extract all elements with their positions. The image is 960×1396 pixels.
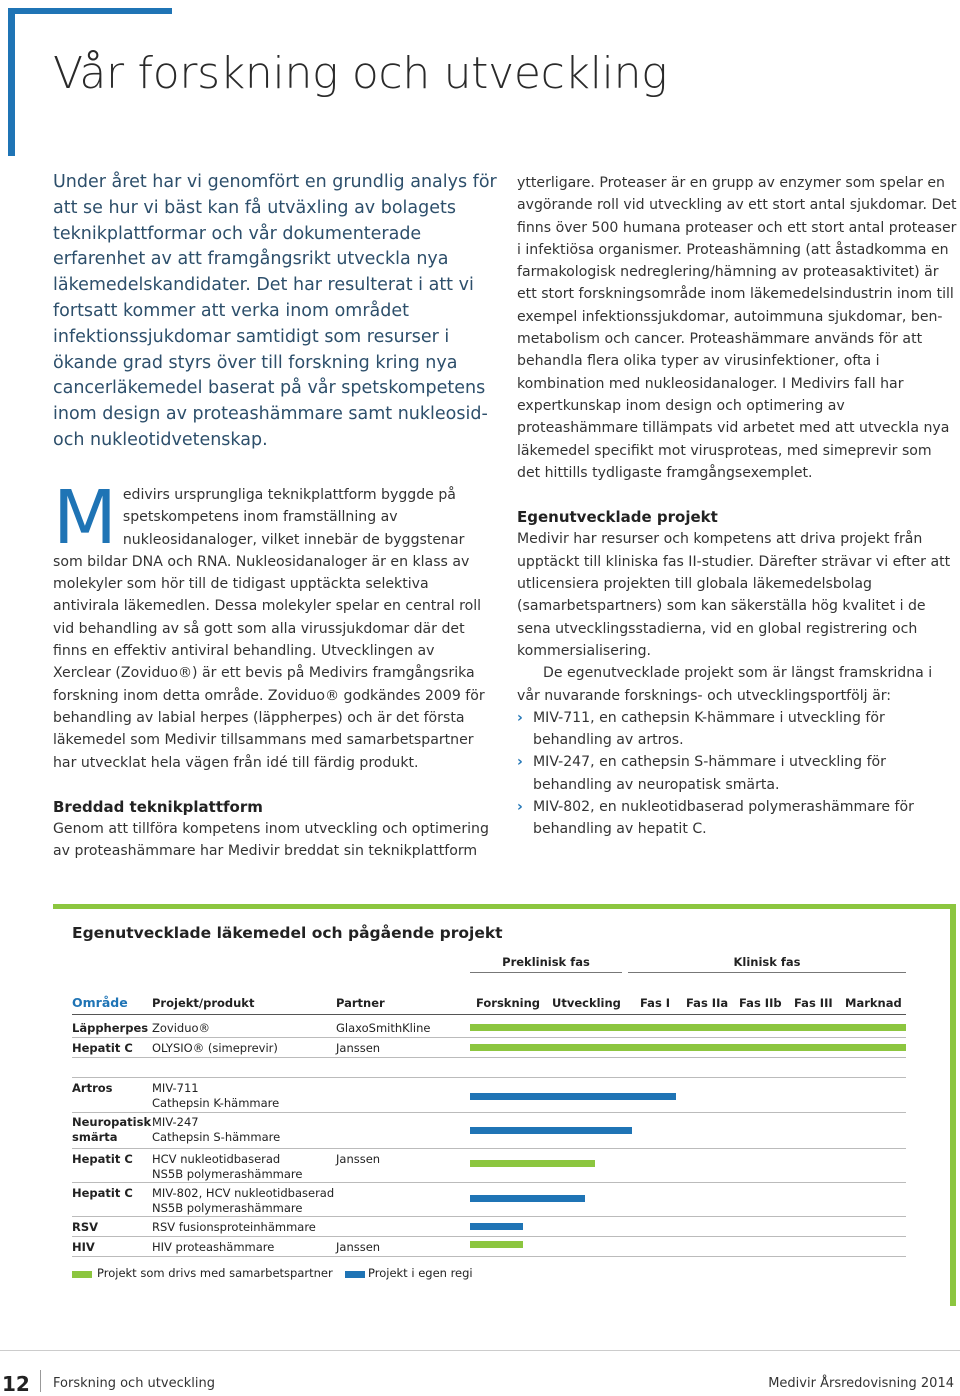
project-bullet-list — [517, 707, 957, 841]
row-project: MIV-711 Cathepsin K-hämmare — [152, 1081, 280, 1110]
row-area: Hepatit C — [72, 1186, 133, 1200]
progress-bar — [470, 1241, 523, 1248]
row-partner: Janssen — [336, 1152, 381, 1166]
right-column — [517, 172, 957, 841]
row-divider — [72, 1236, 906, 1237]
column-header-area: Område — [72, 995, 128, 1010]
column-header-phase-fas-iii: Fas III — [794, 996, 833, 1010]
row-partner: Janssen — [336, 1041, 381, 1055]
column-header-phase-fas-iia: Fas IIa — [686, 996, 729, 1010]
progress-bar — [470, 1024, 906, 1031]
progress-bar — [470, 1127, 632, 1134]
progress-bar — [470, 1160, 595, 1167]
table-frame-top — [53, 904, 956, 909]
row-divider — [72, 1077, 906, 1078]
row-project: MIV-247 Cathepsin S-hämmare — [152, 1115, 281, 1144]
chevron-right-icon: › — [517, 799, 523, 816]
progress-bar — [470, 1044, 906, 1051]
legend-label-own: Projekt i egen regi — [368, 1266, 473, 1280]
row-partner: GlaxoSmithKline — [336, 1021, 431, 1035]
intro-text: edivirs ursprungliga teknikplattform byggde på spetskompetens inom framställning av nukleosidanaloger, vilket innebär de byggstenar som bildar DNA och RNA. Nukleosidanaloger är en klass av molekyler som hör till de tidigast upptäckta selektiva antivirala läkemedlen. Dessa molekyler spelar en central roll vid behandling av så gott som alla virussjukdomar där det finns en effektiv antiviral behandling. Utvecklingen av Xerclear (Zoviduo®) är ett bevis på Medivirs framgångsrika forskning inom detta område. Zoviduo® godkändes 2009 för behandling av labial herpes (läppherpes) och är det första läkemedel som Medivir tillsammans med samarbetspartner har utvecklat hela vägen från idé till färdig produkt. — [53, 487, 485, 771]
footer-publication: Medivir Årsredovisning 2014 — [768, 1376, 954, 1391]
chevron-right-icon: › — [517, 754, 523, 771]
column-header-phase-utveckling: Utveckling — [552, 996, 621, 1010]
row-project: MIV-802, HCV nukleotidbaserad NS5B polymerashämmare — [152, 1186, 335, 1215]
phase-group-clinical: Klinisk fas — [733, 955, 801, 969]
row-area: RSV — [72, 1220, 99, 1234]
progress-bar — [470, 1093, 676, 1100]
progress-bar — [470, 1195, 585, 1202]
page-number: 12 — [2, 1372, 30, 1396]
page-number-divider — [40, 1370, 41, 1392]
chevron-right-icon: › — [517, 709, 523, 726]
row-divider — [72, 1182, 906, 1183]
row-divider — [72, 1057, 906, 1058]
row-area: Hepatit C — [72, 1041, 133, 1055]
row-project: Zoviduo® — [152, 1021, 211, 1035]
subheading-egenutvecklade: Egenutvecklade projekt — [517, 508, 718, 527]
row-area: HIV — [72, 1240, 95, 1254]
corner-accent-horizontal — [8, 8, 172, 14]
row-partner: Janssen — [336, 1240, 381, 1254]
drop-cap: M — [53, 475, 117, 561]
legend-swatch-partner — [72, 1271, 92, 1278]
row-project: HIV proteashämmare — [152, 1240, 275, 1254]
lead-paragraph: Under året har vi genomfört en grundlig analys för att se hur vi bäst kan få utväxling av bolagets teknikplattformar och vår dokumenterade erfarenhet av att framgångsrikt utveckla nya läkemedelskandidater. Det har resulterat i att vi fortsatt kommer att verka inom området infektionssjukdomar samtidigt som resurser i ökande grad styrs över till forskning kring nya cancerläkemedel baserat på vår spetskompetens inom design av proteashämmare samt nukleosid- och nukleotidvetenskap. — [53, 172, 497, 450]
column-header-phase-fas-i: Fas I — [640, 996, 671, 1010]
row-divider — [72, 1112, 906, 1113]
row-project: OLYSIO® (simeprevir) — [152, 1041, 278, 1055]
row-divider — [72, 1148, 906, 1149]
page-title: Vår forskning och utveckling — [53, 48, 668, 99]
footer-divider — [0, 1350, 960, 1351]
row-project: HCV nukleotidbaserad NS5B polymerashämmare — [152, 1152, 303, 1181]
paragraph-breddad: Genom att tillföra kompetens inom utveckling och optimering av proteashämmare har Medivir breddat sin teknikplattform — [53, 821, 489, 860]
paragraph-resurser: Medivir har resurser och kompetens att driva projekt från upptäckt till kliniska fas II-studier. Därefter strävar vi efter att utlicensiera projekten till globala läkemedelsbolag (samarbetspartners) som kan säkerställa hög kvalitet i de sena utvecklingsstadierna, vid en global registrering och kommersialisering. — [517, 531, 951, 659]
paragraph-portfolj: De egenutvecklade projekt som är längst framskridna i vår nuvarande forsknings- och utvecklingsportfölj är: — [517, 665, 933, 704]
column-header-partner: Partner — [336, 996, 385, 1010]
table-title: Egenutvecklade läkemedel och pågående projekt — [72, 924, 503, 942]
phase-group-preclinical-line — [470, 972, 622, 973]
row-divider — [72, 1256, 906, 1257]
column-header-phase-forskning: Forskning — [476, 996, 541, 1010]
phase-group-preclinical: Preklinisk fas — [502, 955, 590, 969]
legend-label-partner: Projekt som drivs med samarbetspartner — [97, 1266, 333, 1280]
corner-accent-vertical — [8, 8, 15, 156]
table-frame-right — [950, 904, 956, 1306]
phase-group-clinical-line — [628, 972, 906, 973]
row-divider — [72, 1216, 906, 1217]
row-divider — [72, 1037, 906, 1038]
row-project: RSV fusionsproteinhämmare — [152, 1220, 316, 1234]
row-area: Artros — [72, 1081, 113, 1095]
row-area: Läppherpes — [72, 1021, 149, 1035]
column-header-project: Projekt/produkt — [152, 996, 255, 1010]
subheading-breddad: Breddad teknikplattform — [53, 797, 263, 816]
table-header-divider — [72, 1014, 906, 1015]
progress-bar — [470, 1223, 523, 1230]
column-header-phase-fas-iib: Fas IIb — [739, 996, 782, 1010]
footer-section: Forskning och utveckling — [53, 1376, 215, 1391]
row-area: Neuropatisk smärta — [72, 1115, 152, 1144]
list-item: › MIV-711, en cathepsin K-hämmare i utveckling för behandling av artros. — [517, 707, 957, 752]
row-area: Hepatit C — [72, 1152, 133, 1166]
left-column — [53, 475, 493, 863]
intro-paragraph — [53, 475, 493, 774]
legend-swatch-own — [345, 1271, 365, 1278]
list-item: › MIV-802, en nukleotidbaserad polymerashämmare för behandling av hepatit C. — [517, 796, 957, 841]
paragraph-proteaser: ytterligare. Proteaser är en grupp av enzymer som spelar en avgörande roll vid utveckling av ett stort antal sjukdomar. Det finns över 500 humana proteaser och ett stort antal proteaser i infektiösa organismer. Proteashämning (att åstadkomma en farmakologisk nedreglering/hämning av proteasaktivitet) är ett stort forskningsområde inom läkemedelsindustrin inom till exempel infektionssjukdomar, autoimmuna sjukdomar, ben-metabolism och cancer. Proteashämmare används för att behandla flera olika typer av virusinfektioner, ofta i kombination med nukleosidanaloger. I Medivirs fall har expertkunskap inom design och optimering av proteashämmare tillämpats vid arbetet med att utveckla nya läkemedel specifikt mot virusproteas, med simeprevir som det hittills tydligaste framgångsexemplet. — [517, 175, 957, 481]
list-item: › MIV-247, en cathepsin S-hämmare i utveckling för behandling av neuropatisk smärta. — [517, 751, 957, 796]
column-header-phase-marknad: Marknad — [845, 996, 902, 1010]
